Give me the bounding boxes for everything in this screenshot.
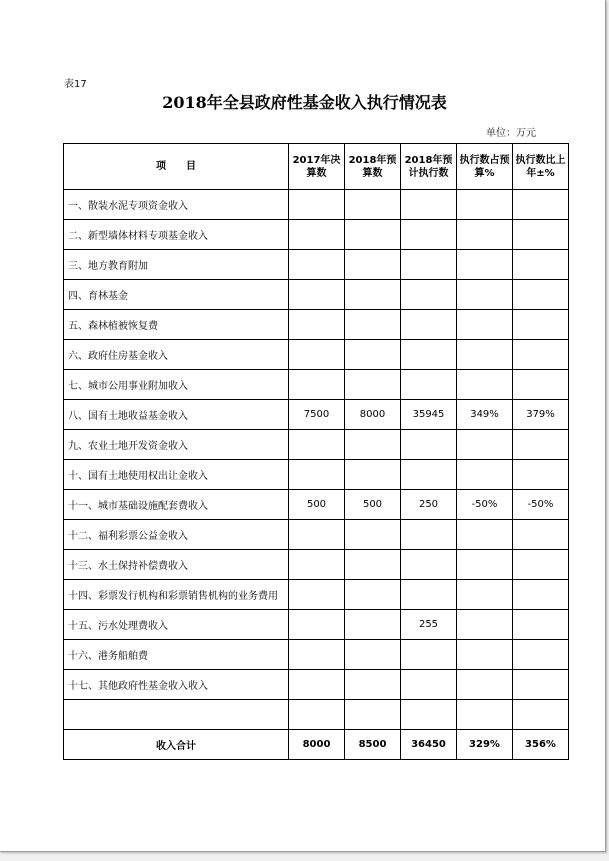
table-row bbox=[64, 580, 569, 610]
table-row bbox=[64, 700, 569, 730]
row-2018-expected bbox=[401, 250, 457, 280]
row-2017-final bbox=[289, 580, 345, 610]
fund-revenue-table bbox=[63, 143, 569, 760]
table-row bbox=[64, 610, 569, 640]
total-pct-of-budget: 329% bbox=[457, 730, 513, 760]
row-2018-expected bbox=[401, 340, 457, 370]
row-pct-yoy bbox=[513, 640, 569, 670]
header-2018-expected: 2018年预计执行数 bbox=[401, 144, 457, 190]
row-pct-of-budget bbox=[457, 610, 513, 640]
total-2017-final: 8000 bbox=[289, 730, 345, 760]
total-pct-yoy: 356% bbox=[513, 730, 569, 760]
header-row bbox=[64, 144, 569, 190]
row-2018-expected: 250 bbox=[401, 490, 457, 520]
table-row bbox=[64, 250, 569, 280]
row-2017-final bbox=[289, 370, 345, 400]
row-2018-expected bbox=[401, 580, 457, 610]
total-label: 收入合计 bbox=[64, 730, 289, 760]
row-pct-of-budget bbox=[457, 190, 513, 220]
table-row bbox=[64, 640, 569, 670]
table-row bbox=[64, 520, 569, 550]
row-item-label: 十五、污水处理费收入 bbox=[64, 610, 289, 640]
unit-label: 单位：万元 bbox=[486, 128, 536, 139]
row-2018-expected bbox=[401, 220, 457, 250]
row-2018-budget bbox=[345, 250, 401, 280]
row-pct-of-budget bbox=[457, 430, 513, 460]
row-2017-final bbox=[289, 520, 345, 550]
row-2018-budget bbox=[345, 550, 401, 580]
row-pct-of-budget bbox=[457, 340, 513, 370]
row-2018-budget bbox=[345, 340, 401, 370]
row-pct-of-budget bbox=[457, 640, 513, 670]
row-2018-expected bbox=[401, 190, 457, 220]
row-item-label: 九、农业土地开发资金收入 bbox=[64, 430, 289, 460]
row-2018-budget bbox=[345, 670, 401, 700]
header-pct-of-budget: 执行数占预算% bbox=[457, 144, 513, 190]
row-2017-final: 7500 bbox=[289, 400, 345, 430]
table-row bbox=[64, 490, 569, 520]
row-2018-expected bbox=[401, 670, 457, 700]
header-2017-final: 2017年决算数 bbox=[289, 144, 345, 190]
row-2017-final bbox=[289, 340, 345, 370]
row-2018-budget: 8000 bbox=[345, 400, 401, 430]
table-row bbox=[64, 400, 569, 430]
row-item-label: 二、新型墙体材料专项基金收入 bbox=[64, 220, 289, 250]
row-2018-expected bbox=[401, 310, 457, 340]
row-pct-of-budget bbox=[457, 460, 513, 490]
row-pct-yoy: -50% bbox=[513, 490, 569, 520]
row-pct-yoy bbox=[513, 550, 569, 580]
row-item-label: 十七、其他政府性基金收入收入 bbox=[64, 670, 289, 700]
total-row bbox=[64, 730, 569, 760]
row-2018-budget bbox=[345, 700, 401, 730]
row-item-label: 十四、彩票发行机构和彩票销售机构的业务费用 bbox=[64, 580, 289, 610]
row-pct-yoy bbox=[513, 370, 569, 400]
row-pct-yoy bbox=[513, 700, 569, 730]
table-number: 表17 bbox=[64, 79, 87, 90]
row-2017-final bbox=[289, 310, 345, 340]
row-2017-final: 500 bbox=[289, 490, 345, 520]
row-pct-of-budget bbox=[457, 370, 513, 400]
row-pct-of-budget bbox=[457, 670, 513, 700]
row-2018-expected bbox=[401, 700, 457, 730]
row-2017-final bbox=[289, 250, 345, 280]
table-row bbox=[64, 220, 569, 250]
row-item-label: 七、城市公用事业附加收入 bbox=[64, 370, 289, 400]
row-item-label: 四、育林基金 bbox=[64, 280, 289, 310]
row-pct-yoy bbox=[513, 460, 569, 490]
row-2018-budget bbox=[345, 190, 401, 220]
row-2017-final bbox=[289, 670, 345, 700]
table-row bbox=[64, 370, 569, 400]
row-pct-yoy bbox=[513, 430, 569, 460]
row-2017-final bbox=[289, 610, 345, 640]
row-pct-yoy bbox=[513, 190, 569, 220]
row-pct-yoy: 379% bbox=[513, 400, 569, 430]
table-row bbox=[64, 430, 569, 460]
row-2018-budget bbox=[345, 430, 401, 460]
header-pct-yoy: 执行数比上年±% bbox=[513, 144, 569, 190]
row-2018-budget bbox=[345, 610, 401, 640]
row-pct-yoy bbox=[513, 580, 569, 610]
row-2018-budget bbox=[345, 580, 401, 610]
row-2018-budget: 500 bbox=[345, 490, 401, 520]
row-pct-of-budget bbox=[457, 310, 513, 340]
table-row bbox=[64, 340, 569, 370]
row-2018-expected bbox=[401, 550, 457, 580]
row-item-label: 十三、水土保持补偿费收入 bbox=[64, 550, 289, 580]
row-pct-yoy bbox=[513, 610, 569, 640]
row-2018-expected bbox=[401, 280, 457, 310]
table-row bbox=[64, 280, 569, 310]
row-2017-final bbox=[289, 220, 345, 250]
total-2018-expected: 36450 bbox=[401, 730, 457, 760]
row-2018-budget bbox=[345, 640, 401, 670]
row-2018-budget bbox=[345, 460, 401, 490]
row-2017-final bbox=[289, 700, 345, 730]
table-row bbox=[64, 460, 569, 490]
row-2018-expected: 35945 bbox=[401, 400, 457, 430]
row-item-label: 十二、福利彩票公益金收入 bbox=[64, 520, 289, 550]
row-item-label: 十六、港务船舶费 bbox=[64, 640, 289, 670]
row-pct-yoy bbox=[513, 520, 569, 550]
row-pct-of-budget bbox=[457, 550, 513, 580]
table-row bbox=[64, 190, 569, 220]
row-item-label: 十一、城市基础设施配套费收入 bbox=[64, 490, 289, 520]
row-pct-of-budget bbox=[457, 220, 513, 250]
row-pct-of-budget bbox=[457, 250, 513, 280]
row-pct-of-budget: -50% bbox=[457, 490, 513, 520]
row-pct-of-budget bbox=[457, 700, 513, 730]
row-pct-yoy bbox=[513, 340, 569, 370]
row-pct-yoy bbox=[513, 670, 569, 700]
row-2018-expected: 255 bbox=[401, 610, 457, 640]
row-pct-of-budget bbox=[457, 580, 513, 610]
row-2017-final bbox=[289, 190, 345, 220]
row-2018-expected bbox=[401, 370, 457, 400]
row-item-label: 八、国有土地收益基金收入 bbox=[64, 400, 289, 430]
row-pct-of-budget bbox=[457, 280, 513, 310]
total-2018-budget: 8500 bbox=[345, 730, 401, 760]
header-item: 项 目 bbox=[64, 144, 289, 190]
row-2017-final bbox=[289, 550, 345, 580]
header-2018-budget: 2018年预算数 bbox=[345, 144, 401, 190]
row-item-label: 十、国有土地使用权出让金收入 bbox=[64, 460, 289, 490]
row-2018-budget bbox=[345, 280, 401, 310]
row-item-label bbox=[64, 700, 289, 730]
table-row bbox=[64, 310, 569, 340]
row-pct-yoy bbox=[513, 220, 569, 250]
row-2017-final bbox=[289, 280, 345, 310]
row-pct-of-budget bbox=[457, 520, 513, 550]
row-2017-final bbox=[289, 460, 345, 490]
row-2017-final bbox=[289, 430, 345, 460]
row-pct-yoy bbox=[513, 250, 569, 280]
row-pct-yoy bbox=[513, 280, 569, 310]
row-2018-expected bbox=[401, 460, 457, 490]
row-2018-expected bbox=[401, 430, 457, 460]
row-pct-yoy bbox=[513, 310, 569, 340]
row-2018-budget bbox=[345, 310, 401, 340]
table-row bbox=[64, 550, 569, 580]
row-2018-expected bbox=[401, 520, 457, 550]
row-item-label: 五、森林植被恢复费 bbox=[64, 310, 289, 340]
row-item-label: 一、散装水泥专项资金收入 bbox=[64, 190, 289, 220]
page-title: 2018年全县政府性基金收入执行情况表 bbox=[162, 93, 447, 112]
row-item-label: 六、政府住房基金收入 bbox=[64, 340, 289, 370]
row-2018-budget bbox=[345, 370, 401, 400]
row-2018-budget bbox=[345, 220, 401, 250]
row-2017-final bbox=[289, 640, 345, 670]
row-2018-budget bbox=[345, 520, 401, 550]
row-pct-of-budget: 349% bbox=[457, 400, 513, 430]
row-2018-expected bbox=[401, 640, 457, 670]
row-item-label: 三、地方教育附加 bbox=[64, 250, 289, 280]
table-row bbox=[64, 670, 569, 700]
